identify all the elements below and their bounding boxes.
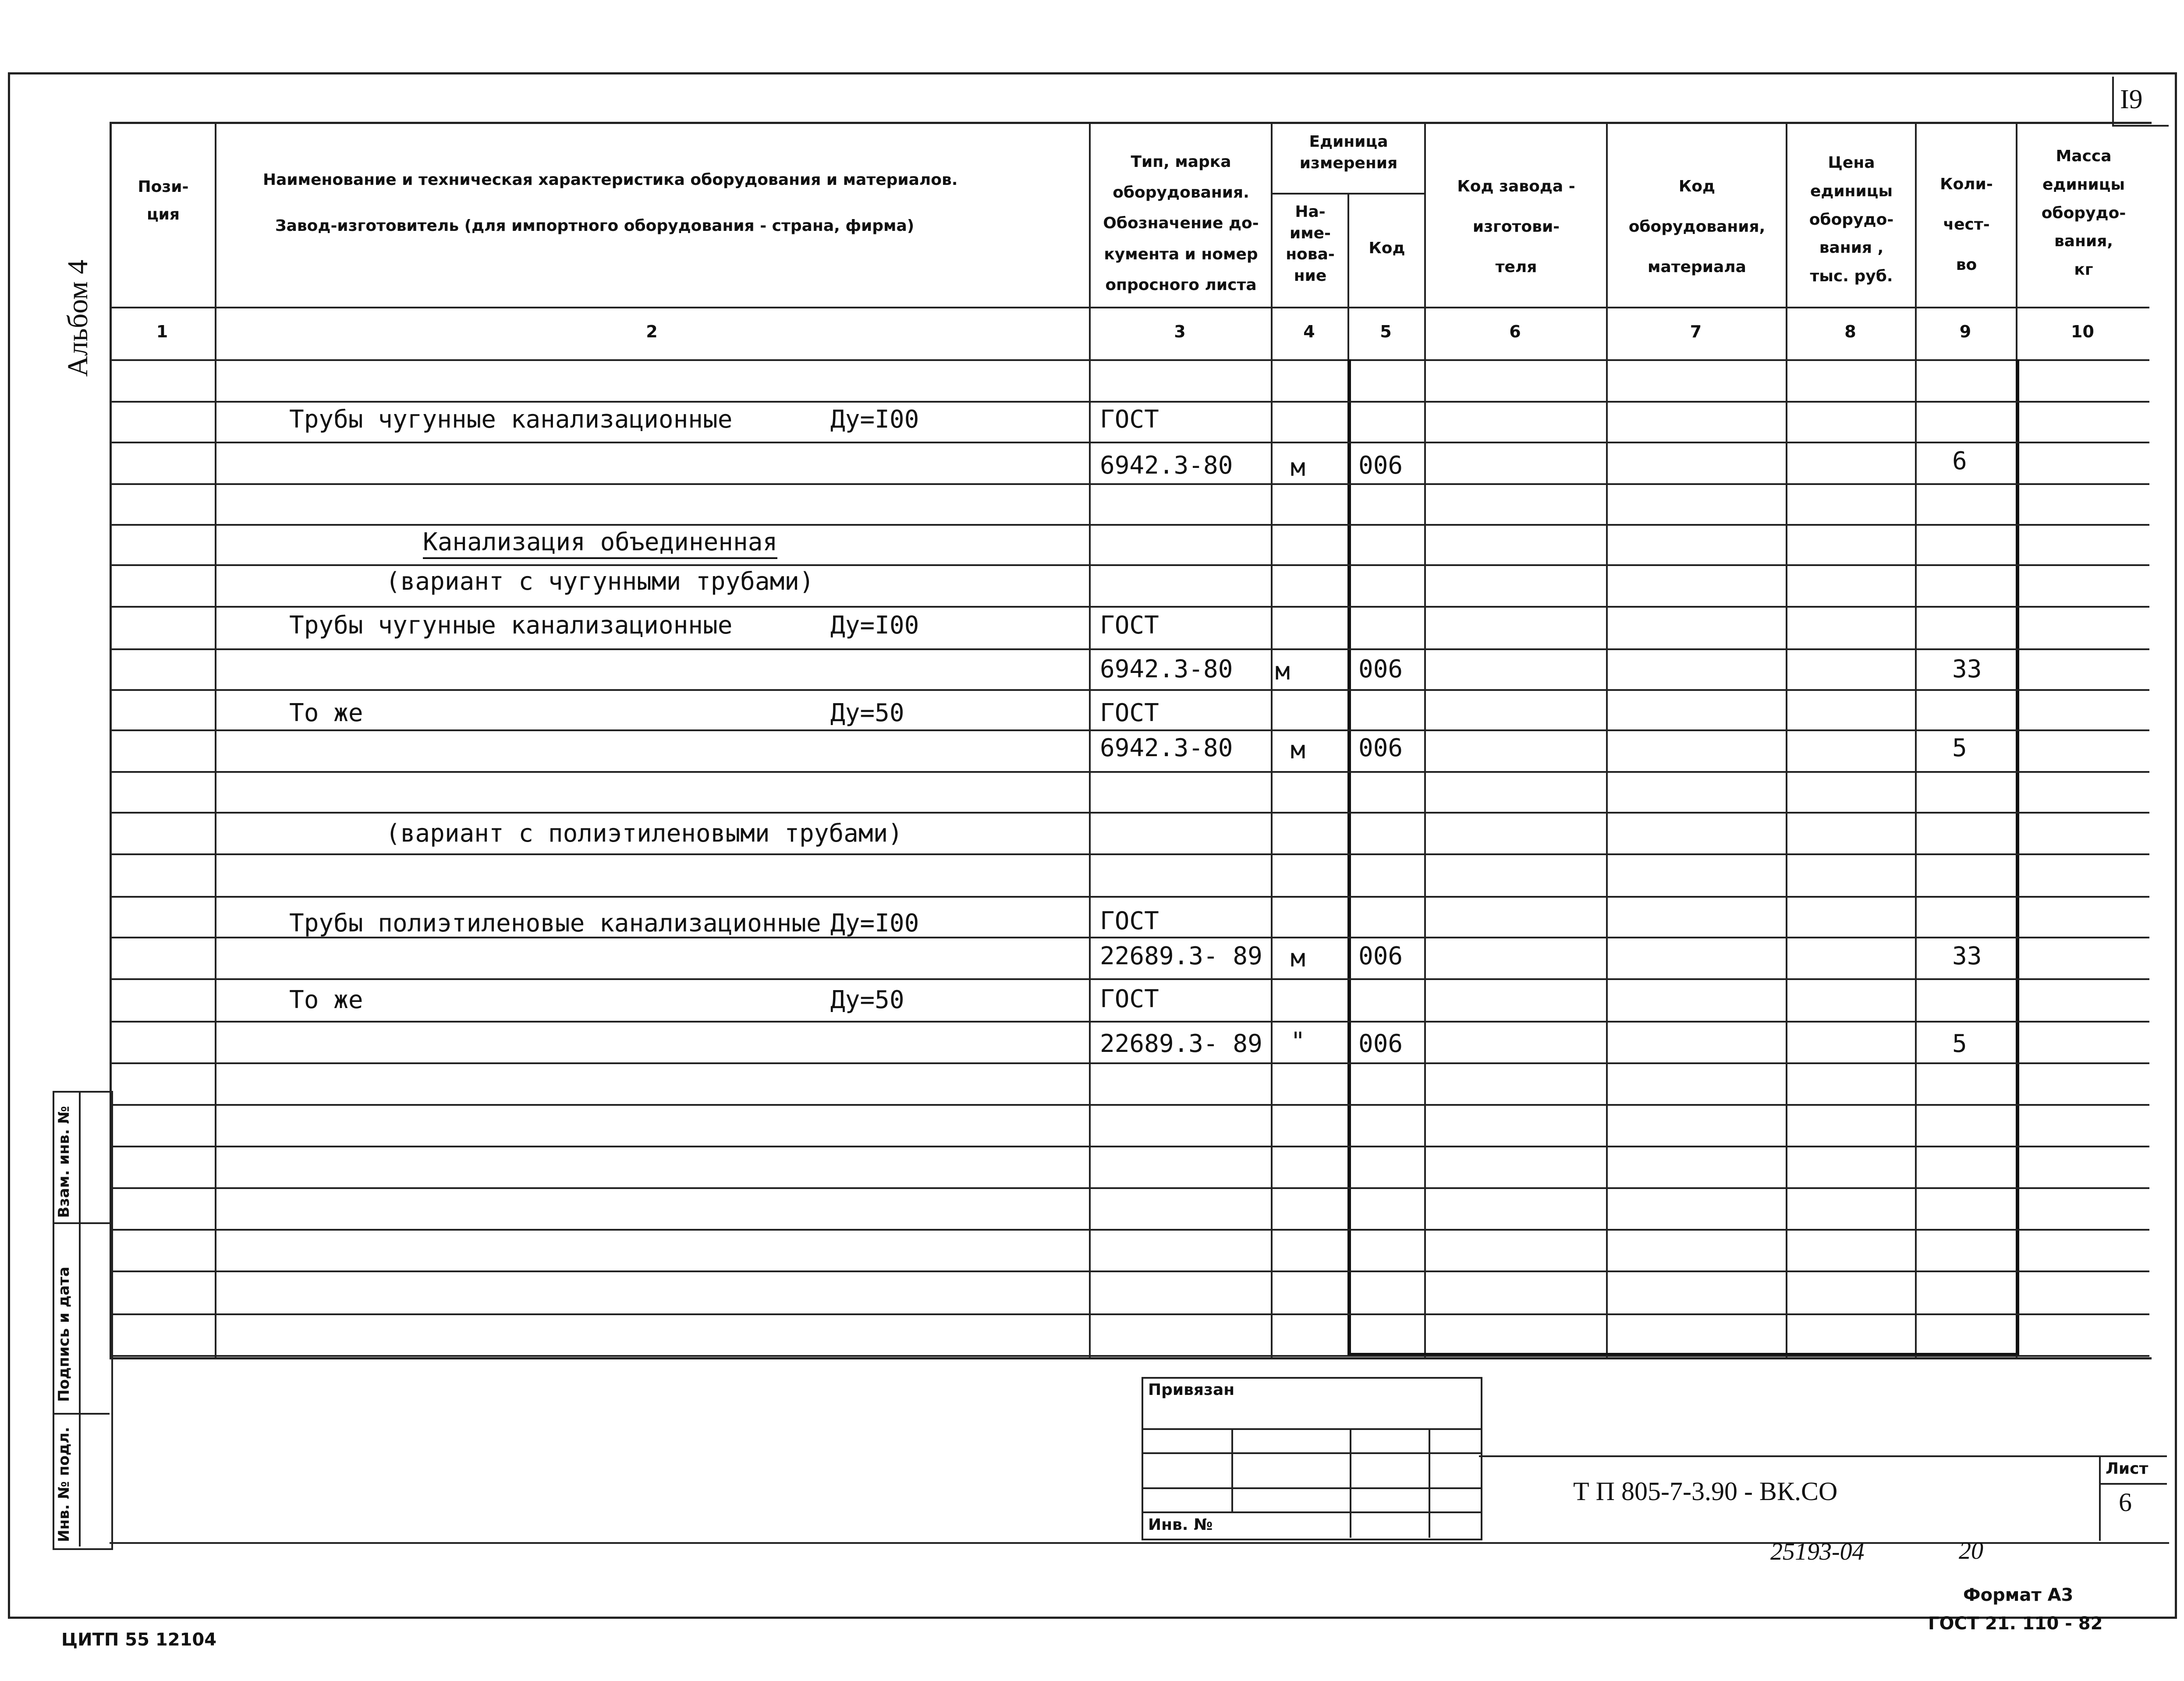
item-type: 6942.3-80 (1100, 734, 1233, 762)
header-price: Цена единицы оборудо- вания , тыс. руб. (1809, 154, 1894, 286)
row-line (110, 1229, 2149, 1231)
album-label: Альбом 4 (62, 259, 94, 377)
item-type: ГОСТ (1100, 985, 1159, 1013)
col-line-7 (1786, 122, 1787, 1358)
list-label: Лист (2106, 1460, 2149, 1478)
gost-label: ГОСТ 21. 110 - 82 (1928, 1614, 2103, 1634)
row-line (110, 1187, 2149, 1189)
item-name: То же (289, 986, 363, 1014)
handwritten-page-number: 20 (1959, 1537, 1983, 1564)
header-mass: Масса единицы оборудо- вания, кг (2041, 147, 2126, 279)
row-line (110, 606, 2149, 608)
item-unit-code: 006 (1358, 1030, 1403, 1058)
col-line-2 (1089, 122, 1091, 1358)
row-line (110, 978, 2149, 980)
thick-line-col5 (1347, 359, 1351, 1356)
item-unit: " (1291, 1027, 1305, 1056)
item-name: То же (289, 699, 363, 727)
item-unit-code: 006 (1358, 942, 1403, 970)
header-quantity: Коли- чест- во (1940, 175, 1993, 274)
item-unit: м (1291, 736, 1305, 764)
section-heading: Канализация объединенная (423, 528, 777, 559)
side-stamp-replacement: Взам. инв. № (55, 1106, 73, 1218)
item-type: ГОСТ (1100, 611, 1159, 640)
citp-label: ЦИТП 55 12104 (61, 1630, 217, 1650)
header-type-mark: Тип, марка оборудования. Обозначение до- кумента и номер опросного листа (1103, 153, 1259, 294)
row-line (110, 1104, 2149, 1106)
header-name-line2: Завод-изготовитель (для импортного оборудования - страна, фирма) (275, 217, 915, 235)
item-type: ГОСТ (1100, 907, 1159, 935)
document-designation: Т П 805-7-3.90 - ВК.СО (1573, 1477, 1838, 1506)
row-line (110, 1021, 2149, 1023)
col-line-1 (215, 122, 216, 1358)
col-number: 3 (1174, 322, 1186, 341)
col-number: 2 (646, 322, 658, 341)
row-line (110, 1270, 2149, 1272)
item-unit-code: 006 (1358, 734, 1403, 762)
col-number: 7 (1690, 322, 1702, 341)
archive-number: 25193-04 (1770, 1538, 1865, 1565)
item-unit: м (1291, 453, 1305, 482)
row-line (110, 853, 2149, 855)
row-line (110, 771, 2149, 773)
col-number: 8 (1844, 322, 1856, 341)
corner-number: I9 (2120, 85, 2143, 114)
item-quantity: 6 (1952, 447, 1967, 475)
side-stamp-row (53, 1222, 110, 1224)
format-label: Формат А3 (1963, 1585, 2074, 1605)
item-quantity: 33 (1952, 942, 1982, 970)
col-line-6 (1606, 122, 1608, 1358)
side-stamp-row (53, 1413, 110, 1415)
col-number: 10 (2071, 322, 2094, 341)
side-stamp-divider (79, 1091, 81, 1547)
col-line-5 (1424, 122, 1426, 1358)
item-type: 6942.3-80 (1100, 655, 1233, 683)
col-line-3 (1271, 122, 1273, 1358)
row-line (110, 648, 2149, 650)
privyazan-label: Привязан (1148, 1381, 1235, 1399)
item-nominal-diameter: Ду=50 (830, 986, 904, 1014)
col-number: 6 (1509, 322, 1521, 341)
section-subheading: (вариант с полиэтиленовыми трубами) (386, 819, 903, 848)
header-unit-name: На- име- нова- ние (1286, 203, 1335, 285)
item-nominal-diameter: Ду=I00 (830, 405, 919, 434)
row-line (110, 564, 2149, 566)
item-unit-code: 006 (1358, 655, 1403, 683)
header-manufacturer-code: Код завода - изготови- теля (1457, 177, 1575, 276)
item-quantity: 33 (1952, 655, 1982, 683)
header-name-line1: Наименование и техническая характеристика оборудования и материалов. (263, 171, 958, 189)
item-nominal-diameter: Ду=I00 (830, 909, 919, 938)
header-equipment-code: Код оборудования, материала (1628, 177, 1766, 276)
row-line (110, 896, 2149, 898)
row-line (110, 1355, 2149, 1357)
item-unit: м (1275, 657, 1290, 686)
item-name: Трубы чугунные канализационные (289, 611, 733, 640)
item-nominal-diameter: Ду=50 (830, 699, 904, 727)
section-subheading: (вариант с чугунными трубами) (386, 567, 814, 596)
item-name: Трубы полиэтиленовые канализационные (289, 909, 821, 938)
thick-line-col10 (2016, 359, 2019, 1356)
item-type: ГОСТ (1100, 699, 1159, 727)
item-type: 22689.3- 89 (1100, 1030, 1262, 1058)
list-box-divider (2099, 1483, 2167, 1485)
col-number: 4 (1303, 322, 1315, 341)
item-nominal-diameter: Ду=I00 (830, 611, 919, 640)
item-type: ГОСТ (1100, 405, 1159, 434)
side-stamp-signature: Подпись и дата (55, 1267, 73, 1402)
designation-top-line (1479, 1455, 2167, 1457)
header-unit-group: Единица измерения (1299, 133, 1398, 172)
header-position: Пози- ция (138, 178, 189, 223)
inventory-number-label: Инв. № (1148, 1516, 1213, 1534)
col-number: 9 (1959, 322, 1971, 341)
header-bottom-line (110, 307, 2149, 308)
row-line (110, 729, 2149, 731)
row-line (110, 524, 2149, 526)
row-line (110, 812, 2149, 814)
list-number: 6 (2119, 1488, 2132, 1517)
row-line (110, 1146, 2149, 1147)
item-unit-code: 006 (1358, 451, 1403, 480)
col-number: 5 (1380, 322, 1392, 341)
colnum-bottom-line (110, 359, 2149, 361)
row-line (110, 1313, 2149, 1315)
privyazan-col (1231, 1428, 1233, 1511)
item-unit: м (1291, 944, 1305, 973)
row-line (110, 1062, 2149, 1064)
item-type: 6942.3-80 (1100, 451, 1233, 480)
row-line (110, 442, 2149, 443)
side-stamp-original: Инв. № подл. (55, 1426, 73, 1542)
row-line (110, 689, 2149, 691)
col-line-8 (1915, 122, 1917, 1358)
row-line (110, 483, 2149, 485)
row-line (110, 401, 2149, 403)
privyazan-col (1429, 1428, 1430, 1538)
item-type: 22689.3- 89 (1100, 942, 1262, 970)
header-unit-code: Код (1369, 239, 1405, 257)
privyazan-col (1350, 1428, 1351, 1538)
item-quantity: 5 (1952, 734, 1967, 762)
item-quantity: 5 (1952, 1030, 1967, 1058)
item-name: Трубы чугунные канализационные (289, 405, 733, 434)
col-number: 1 (156, 322, 168, 341)
